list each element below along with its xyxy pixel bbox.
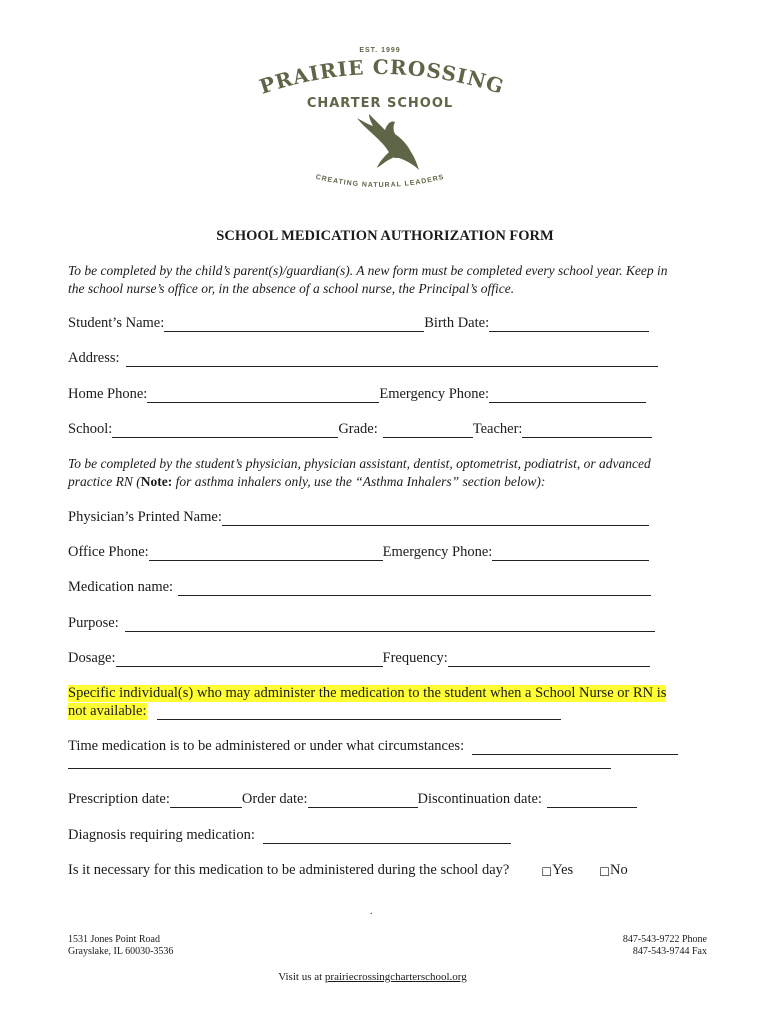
yes-label: Yes — [552, 862, 574, 878]
time-medication-field-2[interactable] — [68, 768, 611, 769]
dosage-field[interactable] — [116, 652, 383, 667]
physician-instructions-part-b: for asthma inhalers only, use the “Asthma Inhalers” section below): — [172, 474, 546, 489]
no-checkbox[interactable]: ☐ — [599, 865, 610, 879]
time-medication-label: Time medication is to be administered or under what circumstances: — [68, 738, 465, 754]
hawk-icon — [357, 114, 419, 170]
purpose-row — [68, 612, 655, 632]
logo-tagline: CREATING NATURAL LEADERS — [314, 173, 446, 190]
necessary-question: Is it necessary for this medication to be administered during the school day? — [68, 862, 510, 878]
parent-instructions-line1: To be completed by the child’s parent(s)/guardian(s). A new form must be completed every school year. Keep in — [68, 263, 668, 278]
frequency-label: Frequency: — [382, 650, 448, 666]
physician-instructions-line1: To be completed by the student’s physician, physician assistant, dentist, optometrist, podiatrist, or advanced — [68, 456, 651, 471]
home-phone-field[interactable] — [147, 388, 379, 403]
svg-text:PRAIRIE CROSSING — [256, 55, 507, 99]
emergency-phone-label: Emergency Phone: — [379, 386, 490, 402]
prescription-date-label: Prescription date: — [68, 791, 170, 807]
school-field[interactable] — [112, 423, 338, 438]
grade-field[interactable] — [383, 423, 473, 438]
purpose-field[interactable] — [125, 617, 655, 632]
dates-row — [68, 788, 637, 808]
yes-checkbox[interactable]: ☐ — [541, 865, 553, 879]
discontinuation-date-field[interactable] — [547, 793, 637, 808]
prescription-date-field[interactable] — [170, 793, 242, 808]
specific-individuals-row-2 — [68, 700, 561, 720]
medication-name-label: Medication name: — [68, 579, 174, 595]
student-name-label: Student’s Name: — [68, 315, 165, 331]
birth-date-label: Birth Date: — [424, 315, 490, 331]
logo-est: EST. 1999 — [359, 47, 401, 54]
diagnosis-field[interactable] — [263, 829, 511, 844]
discontinuation-date-label: Discontinuation date: — [417, 791, 542, 807]
home-phone-label: Home Phone: — [68, 386, 148, 402]
school-row — [68, 418, 652, 438]
purpose-label: Purpose: — [68, 615, 119, 631]
logo-name-line2: CHARTER SCHOOL — [306, 96, 454, 111]
teacher-label: Teacher: — [472, 421, 523, 437]
frequency-field[interactable] — [448, 652, 650, 667]
order-date-label: Order date: — [241, 791, 308, 807]
note-label: Note: — [140, 474, 173, 489]
visit-prefix: Visit us at — [278, 971, 325, 983]
footer-contact — [560, 934, 707, 958]
website-link[interactable]: prairiecrossingcharterschool.org — [324, 971, 467, 983]
physician-instructions-line2 — [68, 473, 702, 491]
physician-instructions — [68, 455, 702, 491]
footer-address — [68, 934, 173, 958]
specific-individuals-row-1 — [68, 682, 666, 702]
emergency-phone-field[interactable] — [489, 388, 646, 403]
emergency-phone-2-label: Emergency Phone: — [382, 544, 493, 560]
school-logo — [245, 38, 515, 198]
teacher-field[interactable] — [522, 423, 652, 438]
student-name-row — [68, 312, 649, 332]
birth-date-field[interactable] — [489, 317, 649, 332]
address-row — [68, 347, 658, 367]
address-field[interactable] — [126, 352, 658, 367]
time-medication-field[interactable] — [472, 740, 678, 755]
necessary-row — [68, 859, 628, 879]
physician-instructions-part-a: practice RN ( — [68, 474, 141, 489]
footer-fax: 847-543-9744 Fax — [632, 946, 707, 957]
physician-name-row — [68, 506, 649, 526]
footer-address-line2: Grayslake, IL 60030-3536 — [68, 946, 174, 957]
home-phone-row — [68, 383, 646, 403]
parent-instructions-line2: the school nurse’s office or, in the absence of a school nurse, the Principal’s office. — [68, 281, 515, 296]
form-title: SCHOOL MEDICATION AUTHORIZATION FORM — [216, 228, 554, 244]
order-date-field[interactable] — [308, 793, 418, 808]
no-label: No — [609, 862, 628, 878]
logo-name-line1: PRAIRIE CROSSING — [256, 54, 508, 99]
dosage-label: Dosage: — [68, 650, 116, 666]
emergency-phone-2-field[interactable] — [492, 546, 649, 561]
dosage-row — [68, 647, 650, 667]
footer-visit — [0, 971, 745, 983]
office-phone-field[interactable] — [149, 546, 383, 561]
grade-label: Grade: — [338, 421, 378, 437]
footer-address-line1: 1531 Jones Point Road — [68, 934, 160, 945]
specific-individuals-line1: Specific individual(s) who may administer the medication to the student when a School Nurse or RN is — [68, 685, 667, 701]
specific-individuals-line2: not available: — [68, 703, 147, 719]
time-medication-row — [68, 735, 678, 755]
physician-name-label: Physician’s Printed Name: — [68, 509, 222, 525]
svg-text:CREATING NATURAL LEADERS — [315, 174, 445, 189]
address-label: Address: — [68, 350, 120, 366]
diagnosis-row — [68, 824, 511, 844]
parent-instructions — [68, 262, 708, 298]
physician-name-field[interactable] — [222, 511, 649, 526]
medication-name-field[interactable] — [178, 581, 651, 596]
specific-individuals-field[interactable] — [157, 705, 561, 720]
footer-dot: . — [370, 906, 373, 917]
office-phone-label: Office Phone: — [68, 544, 149, 560]
school-label: School: — [68, 421, 113, 437]
footer-phone: 847-543-9722 Phone — [622, 934, 707, 945]
student-name-field[interactable] — [164, 317, 424, 332]
diagnosis-label: Diagnosis requiring medication: — [68, 827, 255, 843]
medication-name-row — [68, 576, 651, 596]
office-phone-row — [68, 541, 649, 561]
